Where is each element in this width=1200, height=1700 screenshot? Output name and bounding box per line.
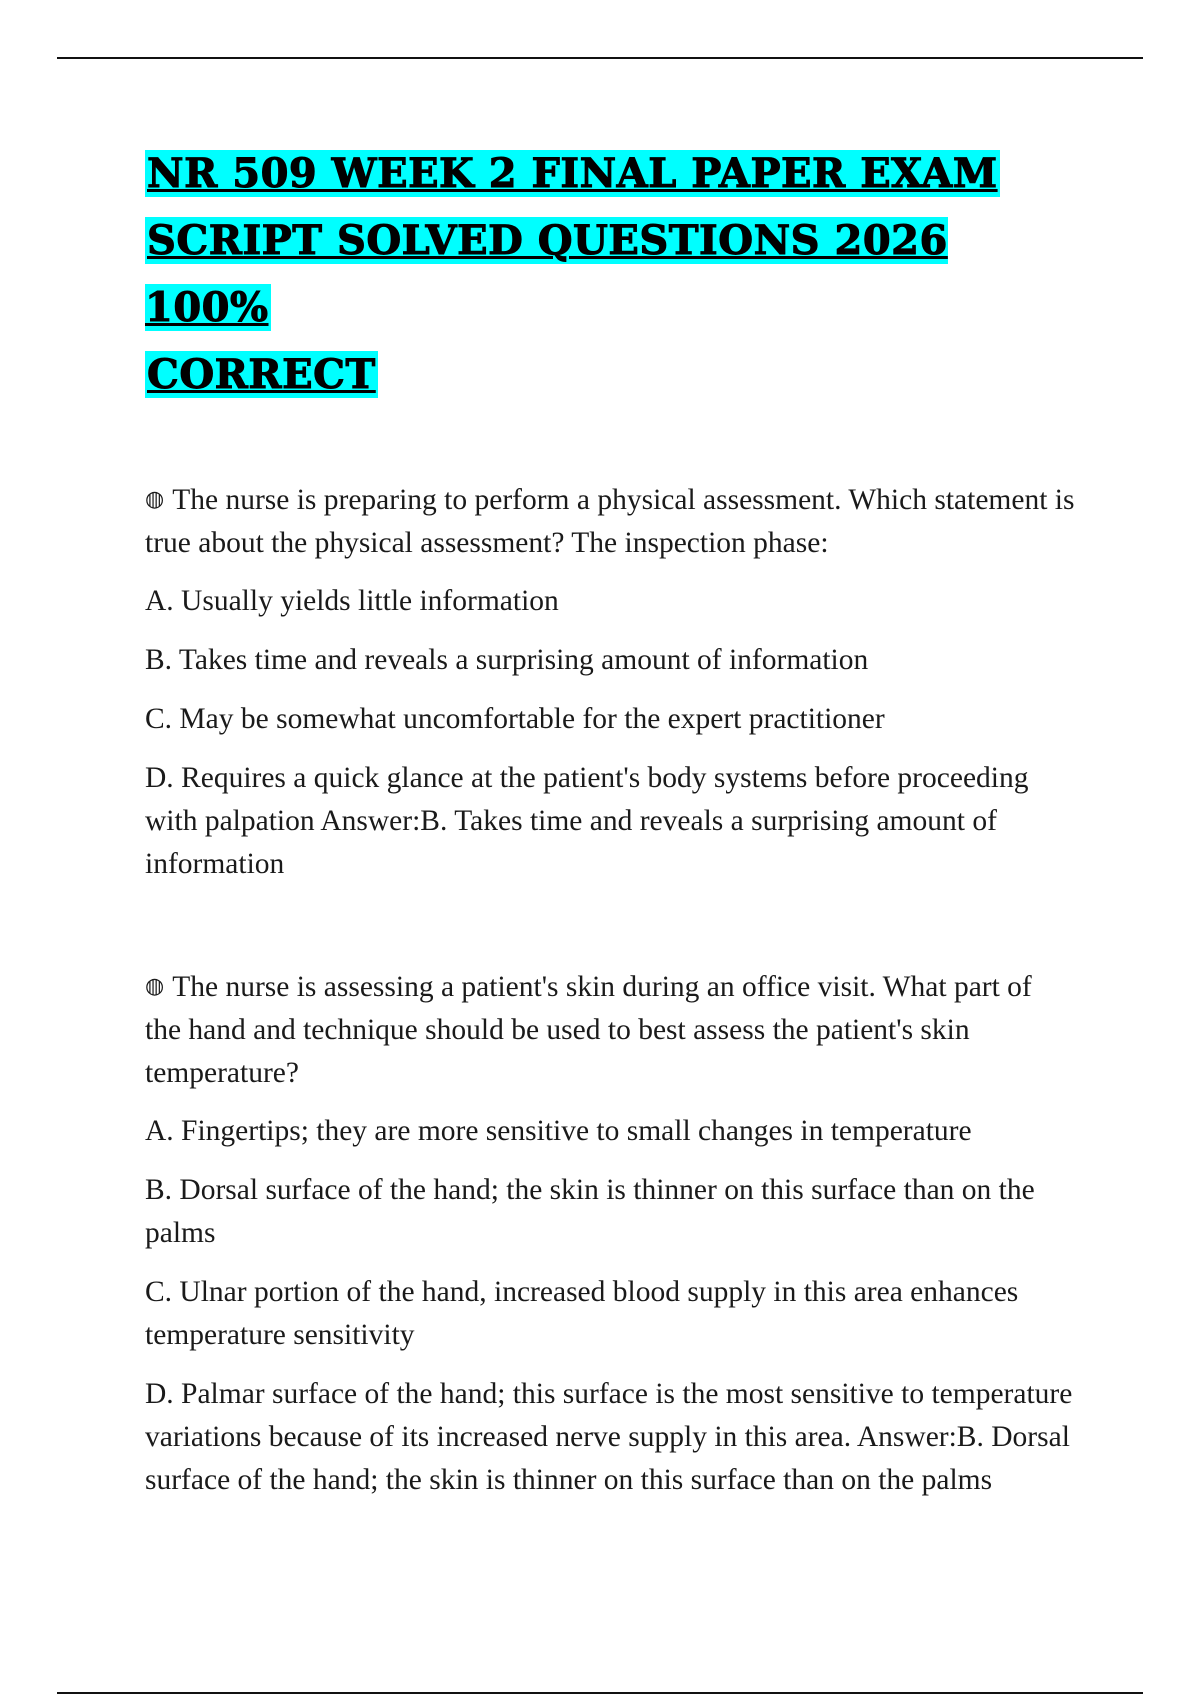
title-line-2: SCRIPT SOLVED QUESTIONS 2026 100%: [145, 217, 948, 331]
question-stem: [145, 478, 1075, 565]
answer-option-c: C. Ulnar portion of the hand, increased blood supply in this area enhances temperature sensitivity: [145, 1276, 1019, 1351]
answer-option-d: D. Palmar surface of the hand; this surface is the most sensitive to temperature variations because of its increased nerve supply in this area. Answer:B. Dorsal surface of the hand; the skin is thinner on this surface than on the palms: [145, 1378, 1073, 1496]
answer-option-b: B. Takes time and reveals a surprising amount of information: [145, 644, 869, 676]
question-stem-text: The nurse is preparing to perform a physical assessment. Which statement is true about the physical assessment? The inspection phase:: [145, 484, 1075, 559]
question-1: [145, 478, 1075, 902]
question-2: [145, 965, 1075, 1518]
answer-option-a: A. Usually yields little information: [145, 585, 559, 617]
circle-bullet-icon: ◍: [145, 487, 165, 512]
title-line-1: NR 509 WEEK 2 FINAL PAPER EXAM: [147, 150, 998, 197]
top-rule: [57, 57, 1143, 59]
title-line-3: CORRECT: [147, 351, 376, 398]
circle-bullet-icon: ◍: [145, 974, 165, 999]
question-stem: [145, 965, 1075, 1095]
document-title: [145, 140, 1085, 408]
bottom-rule: [57, 1692, 1143, 1694]
answer-option-b: B. Dorsal surface of the hand; the skin is thinner on this surface than on the palms: [145, 1174, 1035, 1249]
answer-option-d: D. Requires a quick glance at the patient's body systems before proceeding with palpation Answer:B. Takes time and reveals a surprising amount of information: [145, 762, 1029, 880]
question-stem-text: The nurse is assessing a patient's skin during an office visit. What part of the hand and technique should be used to best assess the patient's skin temperature?: [145, 971, 1032, 1089]
answer-option-a: A. Fingertips; they are more sensitive to small changes in temperature: [145, 1115, 972, 1147]
answer-option-c: C. May be somewhat uncomfortable for the expert practitioner: [145, 703, 885, 735]
